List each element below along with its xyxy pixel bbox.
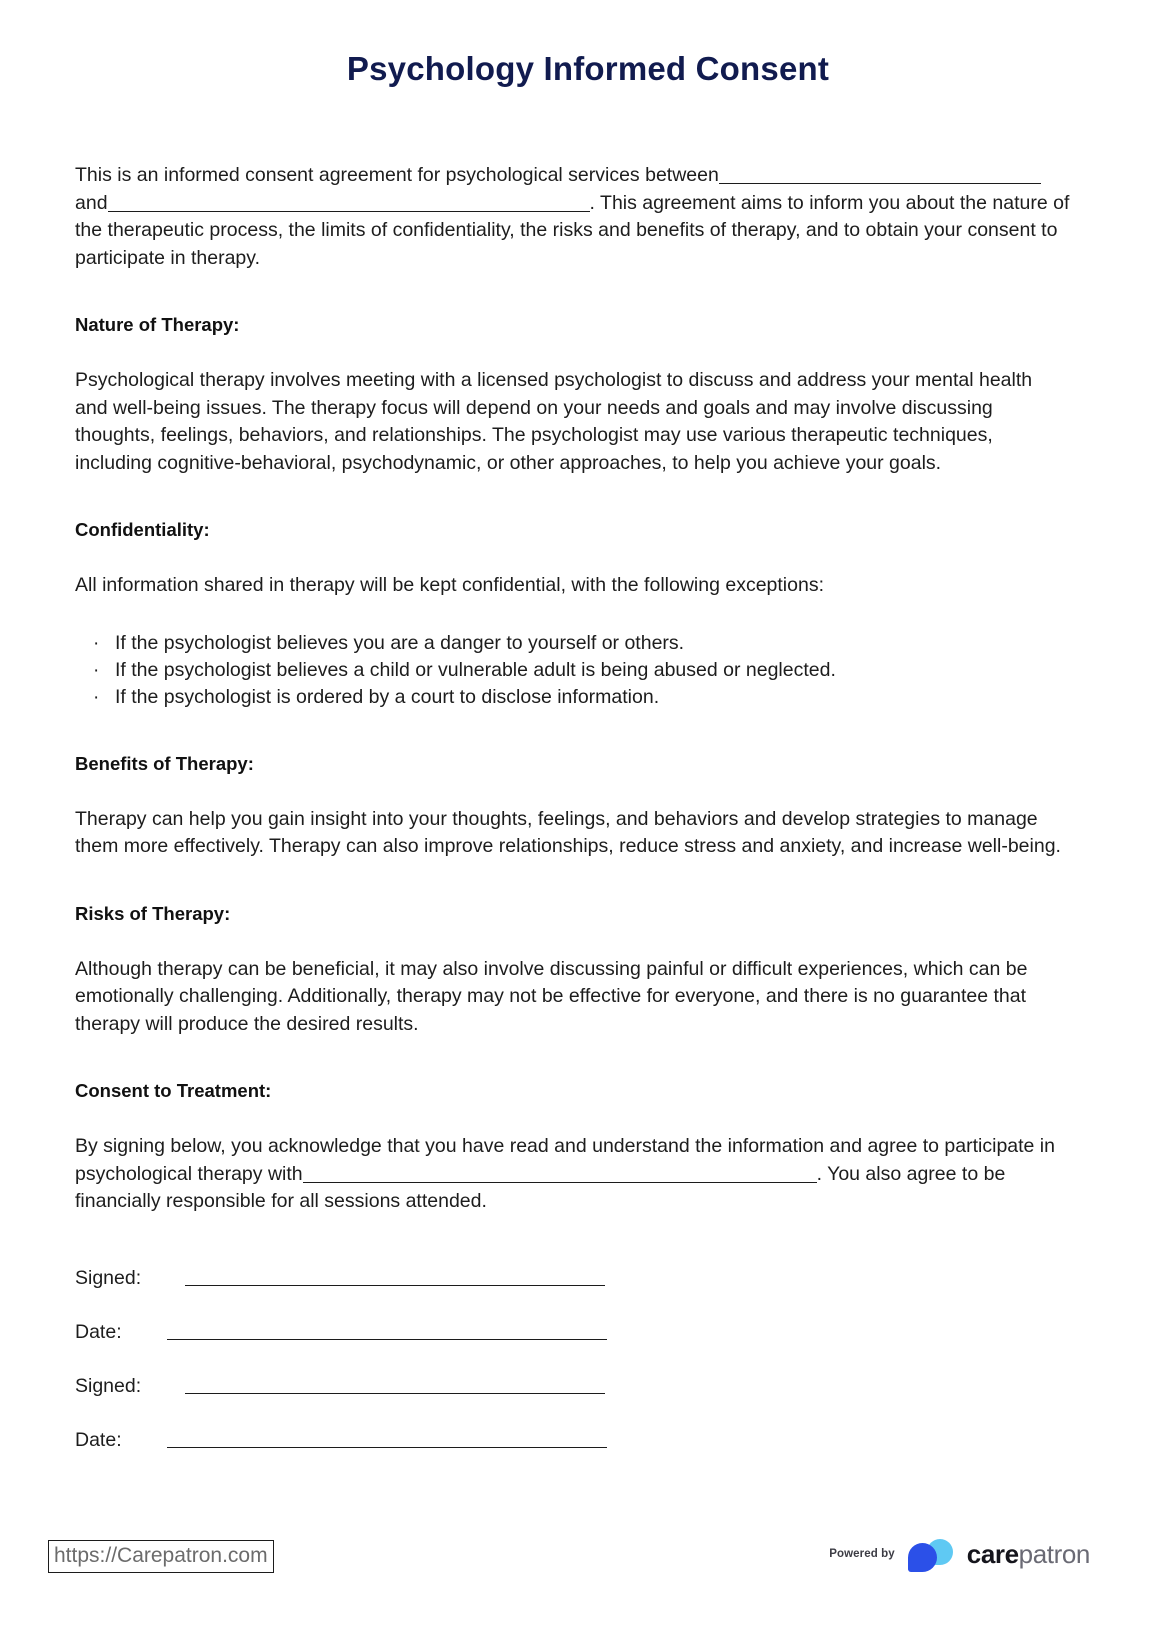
intro-text-part2: and [75,191,108,214]
signature-row-date-1 [75,1306,1070,1360]
client-name-blank-field[interactable] [719,168,1041,184]
confidentiality-exceptions-list [75,630,1070,711]
heading-benefits-of-therapy: Benefits of Therapy: [75,752,254,774]
consent-text-part2: . You also agree to be financially responsible for all sessions attended. [75,1162,1006,1212]
signature-label: Signed: [75,1267,142,1289]
list-item [89,684,1070,711]
spacer [75,477,1070,517]
heading-nature-of-therapy: Nature of Therapy: [75,314,240,335]
wordmark-care: care [966,1539,1019,1569]
spacer [75,543,1070,572]
list-item [89,657,1070,684]
psychologist-name-blank-field[interactable] [108,196,590,212]
spacer [75,927,1070,956]
heading-confidentiality: Confidentiality: [75,519,210,540]
page-title: Psychology Informed Consent [346,50,830,87]
heading-consent-to-treatment: Consent to Treatment: [75,1080,272,1101]
spacer [75,1038,1070,1078]
list-item-label: If the psychologist is ordered by a court to disclose information. [115,685,660,708]
spacer [75,777,1070,806]
bullet-dot-icon: · [93,632,100,654]
date-blank-field[interactable] [167,1326,607,1340]
therapist-name-blank-field[interactable] [303,1167,817,1183]
signature-blank-field[interactable] [185,1272,605,1286]
carepatron-wordmark [967,1540,1090,1568]
intro-text-part3: . This agreement aims to inform you about the nature of the therapeutic process, the limits of confidentiality, the risks and benefits of therapy, and to obtain your consent to participate in therapy. [75,191,1070,269]
list-item-label: If the psychologist believes a child or vulnerable adult is being abused or neglected. [115,658,836,681]
powered-by-label: Powered by [829,1548,895,1560]
consent-text-part1: By signing below, you acknowledge that you have read and understand the information and agree to participate in psychological therapy with [75,1135,1055,1185]
heading-risks-of-therapy: Risks of Therapy: [75,902,231,924]
signature-row-signed-2 [75,1360,1070,1414]
date-label: Date: [75,1429,122,1451]
signature-blank-field[interactable] [185,1380,605,1394]
paragraph-benefits-of-therapy: Therapy can help you gain insight into your thoughts, feelings, and behaviors and develop strategies to manage them more effectively. Therapy can also improve relationships, reduce stress and anxiety, and increase well-being. [75,807,1061,857]
paragraph-nature-of-therapy: Psychological therapy involves meeting with a licensed psychologist to discuss and address your mental health and well-being issues. The therapy focus will depend on your needs and goals and may involve discussing thoughts, feelings, behaviors, and relationships. The psychologist may use various therapeutic techniques, including cognitive-behavioral, psychodynamic, or other approaches, to help you achieve your goals. [75,369,1033,474]
signature-block [75,1252,1070,1468]
paragraph-risks-of-therapy: Although therapy can be beneficial, it may also involve discussing painful or difficult experiences, which can be emotionally challenging. Additionally, therapy may not be effective for everyone, and there is no guarantee that therapy will produce the desired results. [75,957,1028,1035]
logo-blob-dark [908,1543,937,1572]
signature-row-date-2 [75,1414,1070,1468]
spacer [75,338,1070,367]
intro-text-part1: This is an informed consent agreement for psychological services between [75,164,719,186]
list-item [89,630,1070,657]
page-footer [0,1530,1176,1590]
intro-paragraph [75,162,1070,272]
spacer [75,272,1070,312]
spacer [75,600,1070,630]
list-item-label: If the psychologist believes you are a danger to yourself or others. [115,631,685,654]
spacer [75,711,1070,751]
bullet-dot-icon: · [93,659,100,681]
paragraph-consent-to-treatment [75,1133,1070,1216]
carepatron-url-link[interactable]: https://Carepatron.com [48,1540,274,1573]
signature-label: Signed: [75,1375,142,1397]
spacer [75,1104,1070,1133]
spacer [75,861,1070,901]
carepatron-logo-icon [905,1536,957,1572]
signature-row-signed-1 [75,1252,1070,1306]
wordmark-patron: patron [1018,1539,1090,1569]
paragraph-confidentiality: All information shared in therapy will be kept confidential, with the following exceptions: [75,574,824,596]
date-blank-field[interactable] [167,1434,607,1448]
powered-by-carepatron-brand [829,1536,1090,1572]
date-label: Date: [75,1321,122,1343]
bullet-dot-icon: · [93,686,100,708]
document-body [0,88,1176,1468]
